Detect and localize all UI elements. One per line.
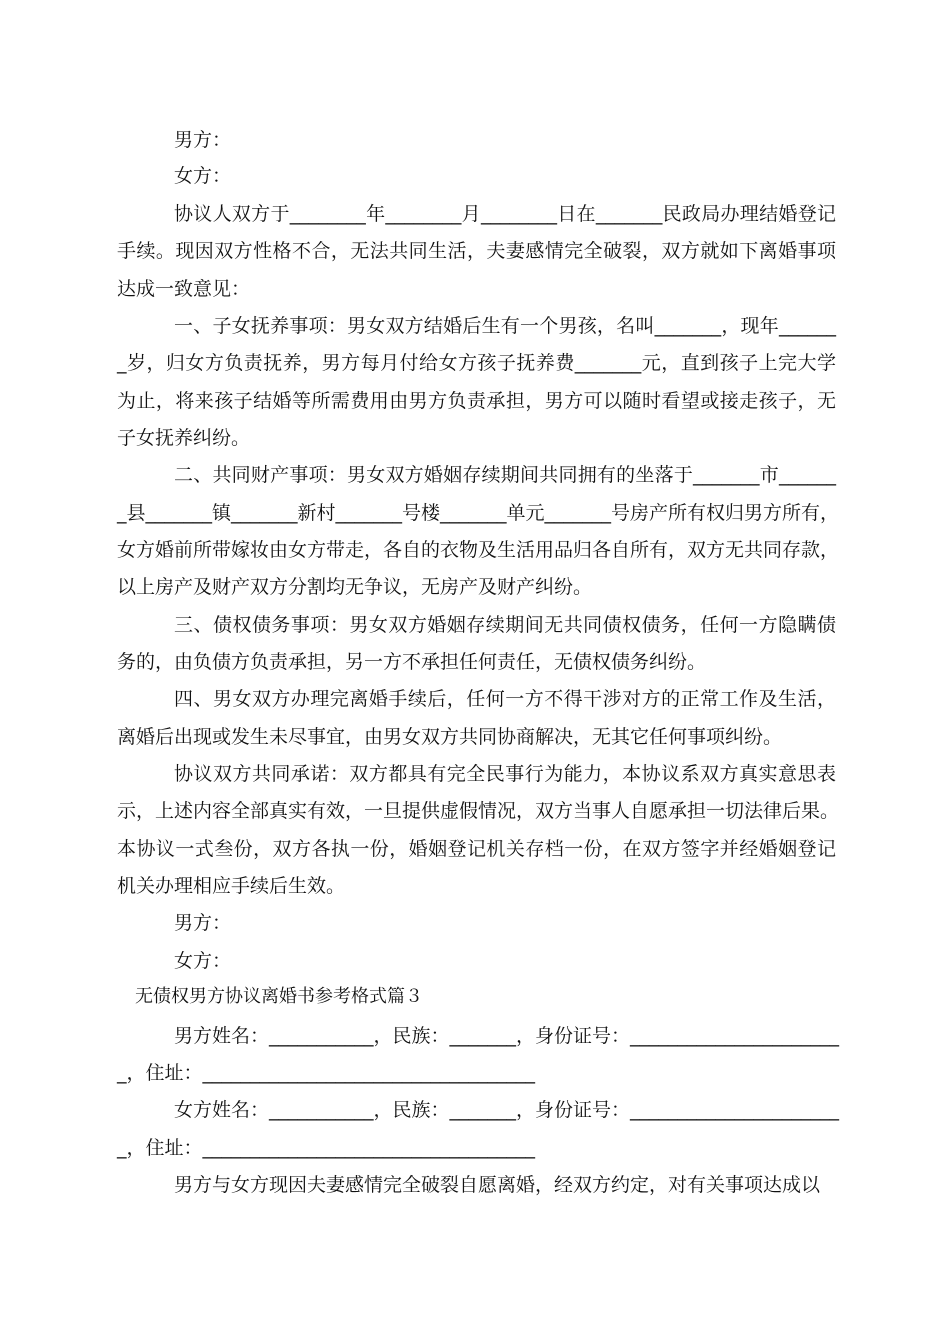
paragraph-line: 示，上述内容全部真实有效，一旦提供虚假情况，双方当事人自愿承担一切法律后果。 [117,800,840,822]
paragraph-line: 三、债权债务事项：男女双方婚姻存续期间无共同债权债务，任何一方隐瞒债 [174,614,836,636]
female-info-line: 女方姓名：___________，民族：_______，身份证号：______________________ [174,1099,840,1121]
paragraph-line: 一、子女抚养事项：男女双方结婚后生有一个男孩，名叫_______，现年______ [174,315,836,337]
section-title: 无债权男方协议离婚书参考格式篇３ [135,986,423,1007]
paragraph-line: 男方与女方现因夫妻感情完全破裂自愿离婚，经双方约定，对有关事项达成以 [174,1174,821,1196]
paragraph-line: 女方婚前所带嫁妆由女方带走，各自的衣物及生活用品归各自所有，双方无共同存款， [117,539,840,561]
paragraph-line: _县_______镇_______新村_______号楼_______单元_______号房产所有权归男方所有， [117,502,840,524]
male-party-line: 男方： [174,912,232,934]
paragraph-line: 协议人双方于________年________月________日在_______民政局办理结婚登记 [174,203,836,225]
paragraph-line: 为止，将来孩子结婚等所需费用由男方负责承担，男方可以随时看望或接走孩子，无 [117,390,836,412]
female-party-line: 女方： [174,165,232,187]
paragraph-line: 机关办理相应手续后生效。 [117,875,346,897]
female-party-line: 女方： [174,950,232,972]
male-party-line: 男方： [174,129,232,151]
paragraph-line: 二、共同财产事项：男女双方婚姻存续期间共同拥有的坐落于_______市______ [174,464,836,486]
paragraph-line: 本协议一式叁份，双方各执一份，婚姻登记机关存档一份，在双方签字并经婚姻登记 [117,838,836,860]
paragraph-line: 四、男女双方办理完离婚手续后，任何一方不得干涉对方的正常工作及生活， [174,688,836,710]
female-address-line: _，住址：___________________________________ [117,1137,536,1159]
paragraph-line: 手续。现因双方性格不合，无法共同生活，夫妻感情完全破裂，双方就如下离婚事项 [117,240,836,262]
paragraph-line: 达成一致意见： [117,278,251,300]
paragraph-line: 务的，由负债方负责承担，另一方不承担任何责任，无债权债务纠纷。 [117,651,707,673]
paragraph-line: _岁，归女方负责抚养，男方每月付给女方孩子抚养费_______元，直到孩子上完大学 [117,352,836,374]
male-info-line: 男方姓名：___________，民族：_______，身份证号：______________________ [174,1025,840,1047]
paragraph-line: 协议双方共同承诺：双方都具有完全民事行为能力，本协议系双方真实意思表 [174,763,836,785]
paragraph-line: 子女抚养纠纷。 [117,427,251,449]
male-address-line: _，住址：___________________________________ [117,1062,536,1084]
paragraph-line: 离婚后出现或发生未尽事宜，由男女双方共同协商解决，无其它任何事项纠纷。 [117,726,783,748]
paragraph-line: 以上房产及财产双方分割均无争议，无房产及财产纠纷。 [117,576,593,598]
